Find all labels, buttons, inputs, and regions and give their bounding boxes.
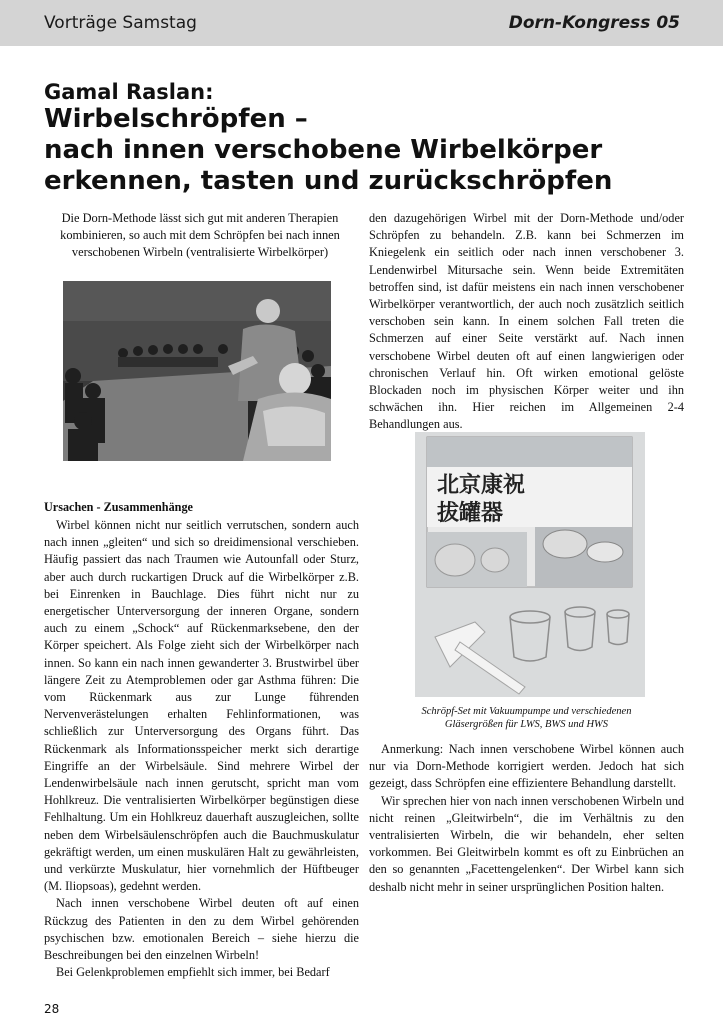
paragraph: Anmerkung: Nach innen verschobene Wirbel können auch nur via Dorn-Methode korrigiert werden. Jedoch hat sich gezeigt, dass Schröpfen eine effizientere Behandlung darstellt.	[369, 742, 684, 791]
header-section-title: Vorträge Samstag	[44, 13, 197, 33]
header-publication-title: Dorn-Kongress 05	[508, 13, 680, 33]
seminar-photo	[63, 281, 331, 461]
box-label-bottom: 拔罐器	[437, 501, 504, 526]
paragraph: Wirbel können nicht nur seitlich verrutschen, sondern auch nach innen „gleiten“ und sich so dreidimensional verschieben. Häufig passiert das nach Traumen wie Autounfall oder Sturz, aber auch durch ruckartigen Druck auf die Wirbelkörper z.B. bei Einrenken in Bauchlage. Dies führt nicht nur zu energetischer Unterversorgung der inneren Organe, sondern auch zu einem „Schock“ auf Rückenmarksebene, den der Körper speichert. Als Folge zieht sich der Wirbelkörper nach innen. So kann ein nach innen gewanderter 3. Brustwirbel über längere Zeit zu Atemproblemen oder gar Asthma führen: Die vom Rückenmark aus zur Lunge führenden Nervenverästelungen erhalten Fehlinformationen, was schließlich zur Unterversorgung des Organs führt. Das Rückenmark als Informationsspeicher merkt sich derartige Eingriffe an der Wirbelsäule. Sind mehrere Wirbel der Lendenwirbelsäule nach innen gerutscht, spricht man vom Hohlkreuz. Die ventralisierten Wirbelkörper begünstigen diese Fehlhaltung. Um ein Hohlkreuz dauerhaft auszugleichen, sollte neben dem Wirbelsäulenschröpfen auch die Bauchmuskulatur gekräftigt werden, um einen muskulären Halt zu gewährleisten, und verkürzte Muskulatur, hier vornehmlich der Hüftbeuger (M. Iliopsoas), gedehnt werden.	[44, 518, 359, 894]
title-line: Wirbelschröpfen –	[44, 104, 308, 134]
text-column-right-top	[369, 210, 684, 434]
page-number: 28	[44, 1002, 60, 1016]
caption-line: Gläsergrößen für LWS, BWS und HWS	[444, 719, 609, 730]
title-line: erkennen, tasten und zurückschröpfen	[44, 166, 613, 196]
box-label-top: 北京康祝	[437, 473, 526, 498]
article-author: Gamal Raslan:	[44, 80, 214, 104]
photo-caption	[369, 705, 684, 731]
seminar-photo-image	[63, 281, 331, 461]
paragraph: Nach innen verschobene Wirbel deuten oft auf einen Rückzug des Patienten in den zu dem Wirbel gehörenden psychischen bzw. emotionalen Bereich – siehe hierzu die Beschreibungen bei den einzelnen Wirbeln!	[44, 896, 359, 963]
cupping-set-image	[415, 432, 645, 697]
cupping-set-photo	[415, 432, 645, 697]
section-heading: Ursachen - Zusammenhänge	[44, 500, 193, 514]
article-intro: Die Dorn-Methode lässt sich gut mit anderen Therapien kombinieren, so auch mit dem Schröpfen bei nach innen verschobenen Wirbeln (ventralisierte Wirbelkörper)	[60, 211, 340, 259]
paragraph: den dazugehörigen Wirbel mit der Dorn-Methode und/oder Schröpfen zu behandeln. Z.B. kann bei Schmerzen im Kniegelenk ein seitlich oder nach innen verschobener 3. Lendenwirbel Mitursache sein. Wenn beide Extremitäten betroffen sind, ist dafür meistens ein nach innen verschobener Wirbelkörper verantwortlich, der auch noch zusätzlich seitlich verschoben sein kann. In einem solchen Fall treten die Schmerzen auf einer Seite verstärkt auf. Nach innen verschobene Wirbel deuten oft auf einen langwierigen oder chronischen Verlauf hin. Oft wirken emotional gelöste Blockaden noch im physischen Körper weiter und ihn schwächen ihn. Hier reichen im Allgemeinen 2-4 Behandlungen aus.	[369, 211, 684, 432]
title-line: nach innen verschobene Wirbelkörper	[44, 135, 603, 165]
text-column-left	[44, 517, 359, 981]
caption-line: Schröpf-Set mit Vakuumpumpe und verschiedenen	[421, 706, 632, 717]
paragraph: Bei Gelenkproblemen empfiehlt sich immer, bei Bedarf	[56, 965, 330, 980]
article-title	[44, 104, 694, 197]
text-column-right-bottom	[369, 741, 684, 896]
paragraph: Wir sprechen hier von nach innen verschobenen Wirbeln und nicht reinen „Gleitwirbeln“, die im Verhältnis zu den ventralisierten Wirbeln, die wir behandeln, eher selten vorkommen. Bei Gleitwirbeln kommt es oft zu Einbrüchen an den so genannten „Facettengelenken“. Der Wirbel kann sich deshalb nicht mehr in seiner ursprünglichen Position halten.	[369, 793, 684, 894]
